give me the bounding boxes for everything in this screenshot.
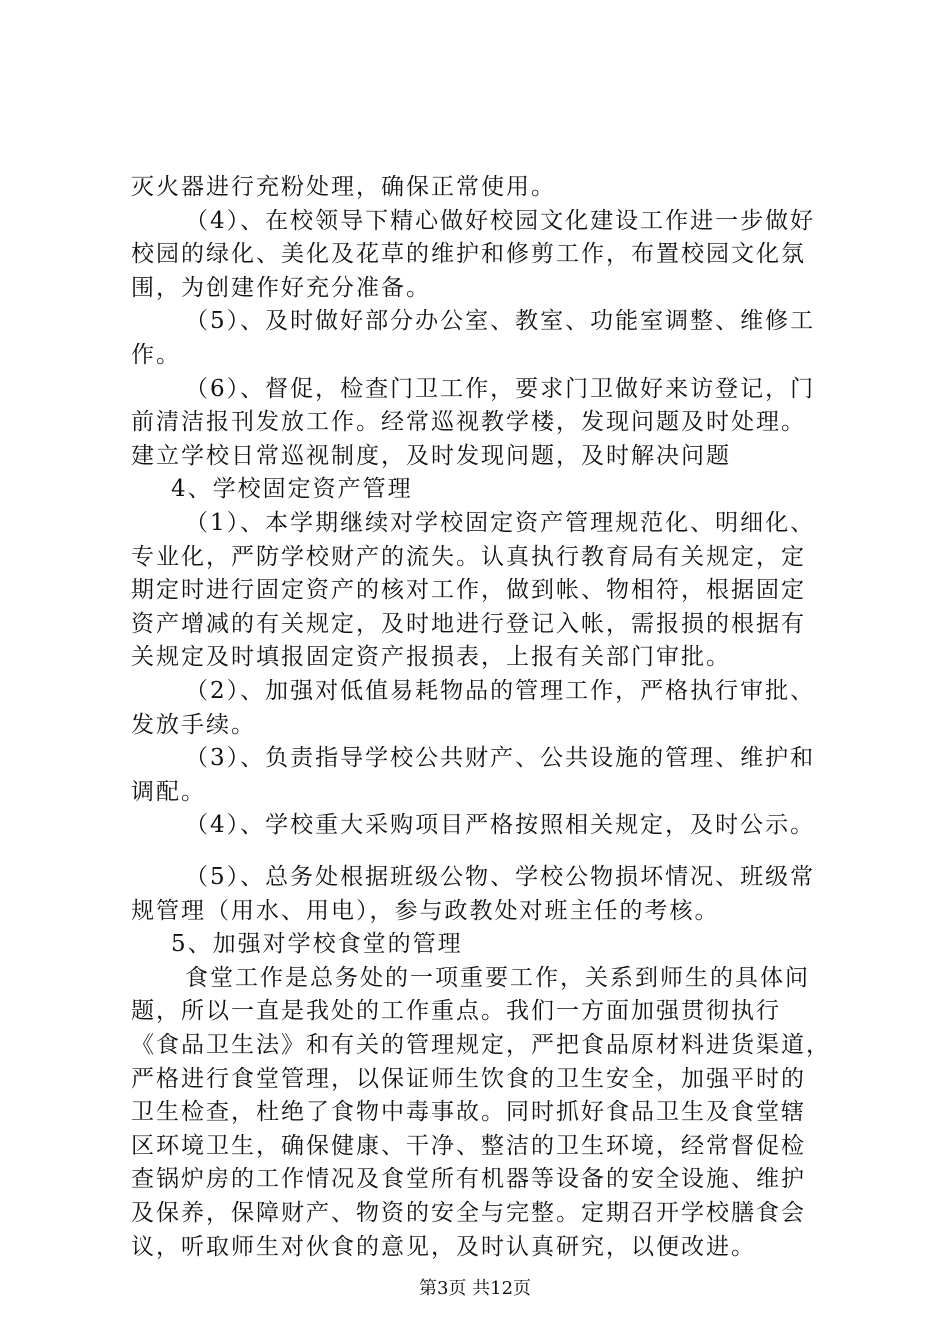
body-line: 严格进行食堂管理，以保证师生饮食的卫生安全，加强平时的: [131, 1065, 806, 1092]
body-line: 议，听取师生对伙食的意见，及时认真研究，以便改进。: [131, 1233, 756, 1260]
body-line: 及保养，保障财产、物资的安全与完整。定期召开学校膳食会: [131, 1200, 806, 1226]
body-line: 区环境卫生，确保健康、干净、整洁的卫生环境，经常督促检: [131, 1132, 806, 1159]
body-line: 调配。: [131, 778, 206, 805]
body-line: （2）、加强对低值易耗物品的管理工作，严格执行审批、: [185, 678, 816, 704]
body-line: 校园的绿化、美化及花草的维护和修剪工作，布置校园文化氛: [131, 241, 806, 268]
section-heading: 5、加强对学校食堂的管理: [171, 931, 463, 958]
body-line: （3）、负责指导学校公共财产、公共设施的管理、维护和: [185, 745, 816, 772]
body-line: 规管理（用水、用电），参与政教处对班主任的考核。: [131, 897, 720, 924]
body-line: （6）、督促，检查门卫工作，要求门卫做好来访登记，门: [185, 375, 816, 402]
body-line: 前清洁报刊发放工作。经常巡视教学楼，发现问题及时处理。: [131, 409, 806, 436]
body-line: （4）、学校重大采购项目严格按照相关规定，及时公示。: [185, 812, 816, 839]
body-line: （4）、在校领导下精心做好校园文化建设工作进一步做好: [185, 207, 816, 234]
body-line: （5）、及时做好部分办公室、教室、功能室调整、维修工: [185, 308, 816, 335]
body-line: 食堂工作是总务处的一项重要工作，关系到师生的具体问: [185, 964, 810, 991]
body-line: 建立学校日常巡视制度，及时发现问题，及时解决问题: [131, 442, 731, 469]
body-line: 查锅炉房的工作情况及食堂所有机器等设备的安全设施、维护: [131, 1166, 806, 1193]
body-line: 关规定及时填报固定资产报损表，上报有关部门审批。: [131, 644, 731, 671]
body-line: 灭火器进行充粉处理，确保正常使用。: [131, 174, 556, 200]
page-number: 第3页 共12页: [418, 1278, 532, 1300]
body-line: 专业化，严防学校财产的流失。认真执行教育局有关规定，定: [131, 543, 806, 570]
body-line: 发放手续。: [131, 711, 256, 738]
body-line: 作。: [131, 342, 181, 368]
body-line: 《食品卫生法》和有关的管理规定，严把食品原材料进货渠道，: [131, 1032, 831, 1058]
body-line: （5）、总务处根据班级公物、学校公物损坏情况、班级常: [185, 864, 816, 890]
body-line: 期定时进行固定资产的核对工作，做到帐、物相符，根据固定: [131, 577, 806, 604]
body-line: 卫生检查，杜绝了食物中毒事故。同时抓好食品卫生及食堂辖: [131, 1099, 806, 1126]
body-line: （1）、本学期继续对学校固定资产管理规范化、明细化、: [185, 510, 816, 536]
body-line: 资产增减的有关规定，及时地进行登记入帐，需报损的根据有: [131, 610, 806, 637]
section-heading: 4、学校固定资产管理: [171, 476, 413, 503]
body-line: 围，为创建作好充分准备。: [131, 274, 431, 301]
body-line: 题，所以一直是我处的工作重点。我们一方面加强贯彻执行: [131, 998, 781, 1025]
